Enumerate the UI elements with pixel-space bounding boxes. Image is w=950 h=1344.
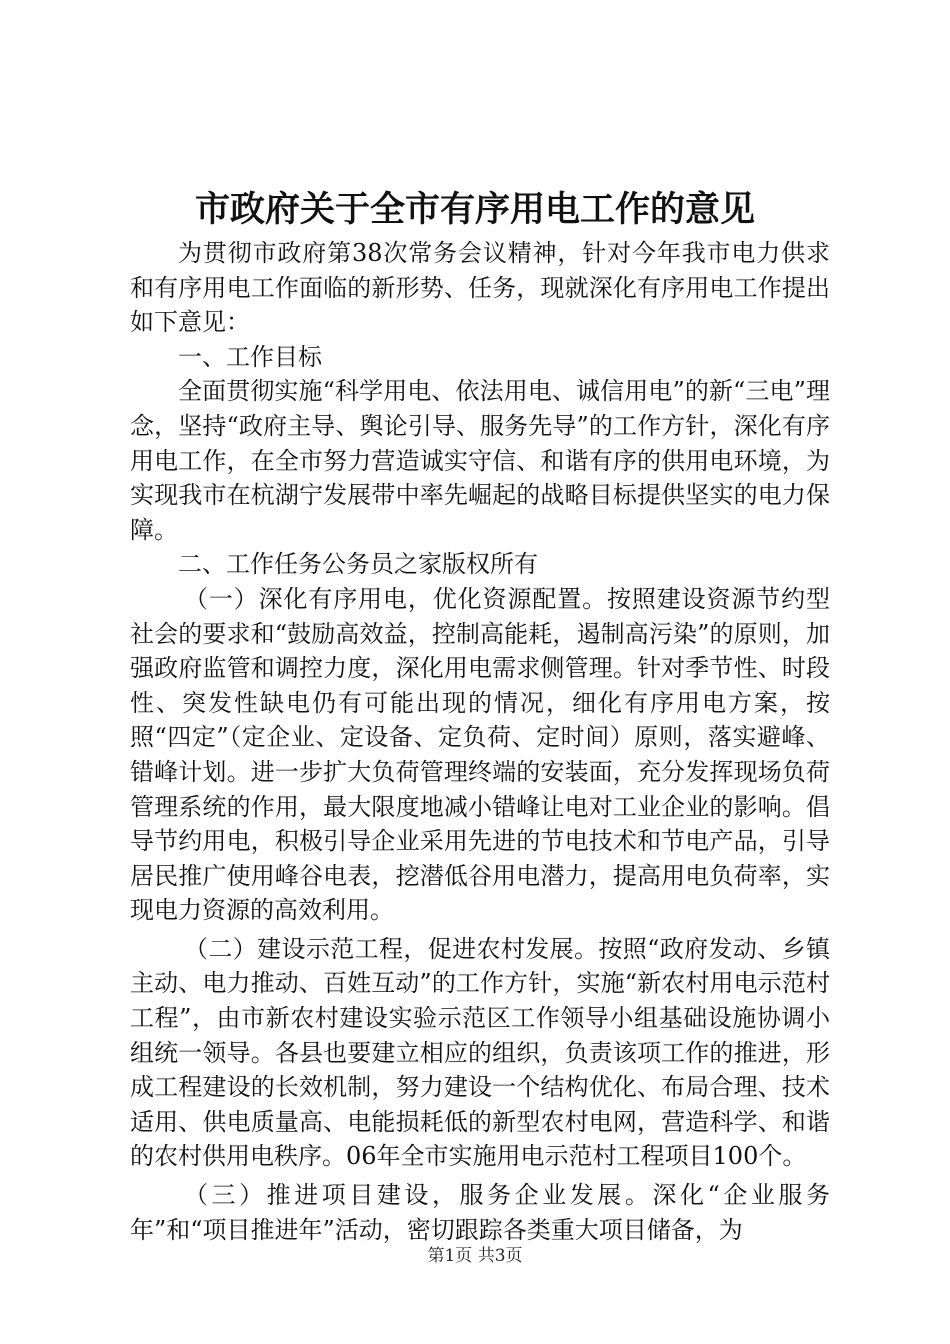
document-title: 市政府关于全市有序用电工作的意见 bbox=[194, 189, 755, 230]
task-paragraph-2: （二）建设示范工程，促进农村发展。按照“政府发动、乡镇主动、电力推动、百姓互动”的工作方针，实施“新农村用电示范村工程”，由市新农村建设实验示范区工作领导小组基础设施协调小组统一领导。各县也要建立相应的组织，负责该项工作的推进，形成工程建设的长效机制，努力建设一个结构优化、布局合理、技术适用、供电质量高、电能损耗低的新型农村电网，营造科学、和谐的农村供用电秩序。06年全市实施用电示范村工程项目100个。 bbox=[130, 934, 830, 1171]
section-heading-goals: 一、工作目标 bbox=[178, 342, 322, 371]
page-footer: 第1页 共3页 bbox=[427, 1246, 523, 1266]
document-body bbox=[130, 236, 830, 1247]
goals-paragraph: 全面贯彻实施“科学用电、依法用电、诚信用电”的新“三电”理念，坚持“政府主导、舆论引导、服务先导”的工作方针，深化有序用电工作，在全市努力营造诚实守信、和谐有序的供用电环境，为实现我市在杭湖宁发展带中率先崛起的战略目标提供坚实的电力保障。 bbox=[130, 377, 830, 544]
section-heading-tasks: 二、工作任务公务员之家版权所有 bbox=[178, 550, 538, 579]
task-paragraph-3: （三）推进项目建设，服务企业发展。深化“企业服务年”和“项目推进年”活动，密切跟踪各类重大项目储备，为 bbox=[130, 1181, 830, 1244]
task-paragraph-1: （一）深化有序用电，优化资源配置。按照建设资源节约型社会的要求和“鼓励高效益，控制高能耗，遏制高污染”的原则，加强政府监管和调控力度，深化用电需求侧管理。针对季节性、时段性、突发性缺电仍有可能出现的情况，细化有序用电方案，按照“四定”（定企业、定设备、定负荷、定时间）原则，落实避峰、错峰计划。进一步扩大负荷管理终端的安装面，充分发挥现场负荷管理系统的作用，最大限度地减小错峰让电对工业企业的影响。倡导节约用电，积极引导企业采用先进的节电技术和节电产品，引导居民推广使用峰谷电表，挖潜低谷用电潜力，提高用电负荷率，实现电力资源的高效利用。 bbox=[130, 584, 830, 925]
intro-paragraph: 为贯彻市政府第38次常务会议精神，针对今年我市电力供求和有序用电工作面临的新形势、任务，现就深化有序用电工作提出如下意见： bbox=[130, 239, 830, 337]
